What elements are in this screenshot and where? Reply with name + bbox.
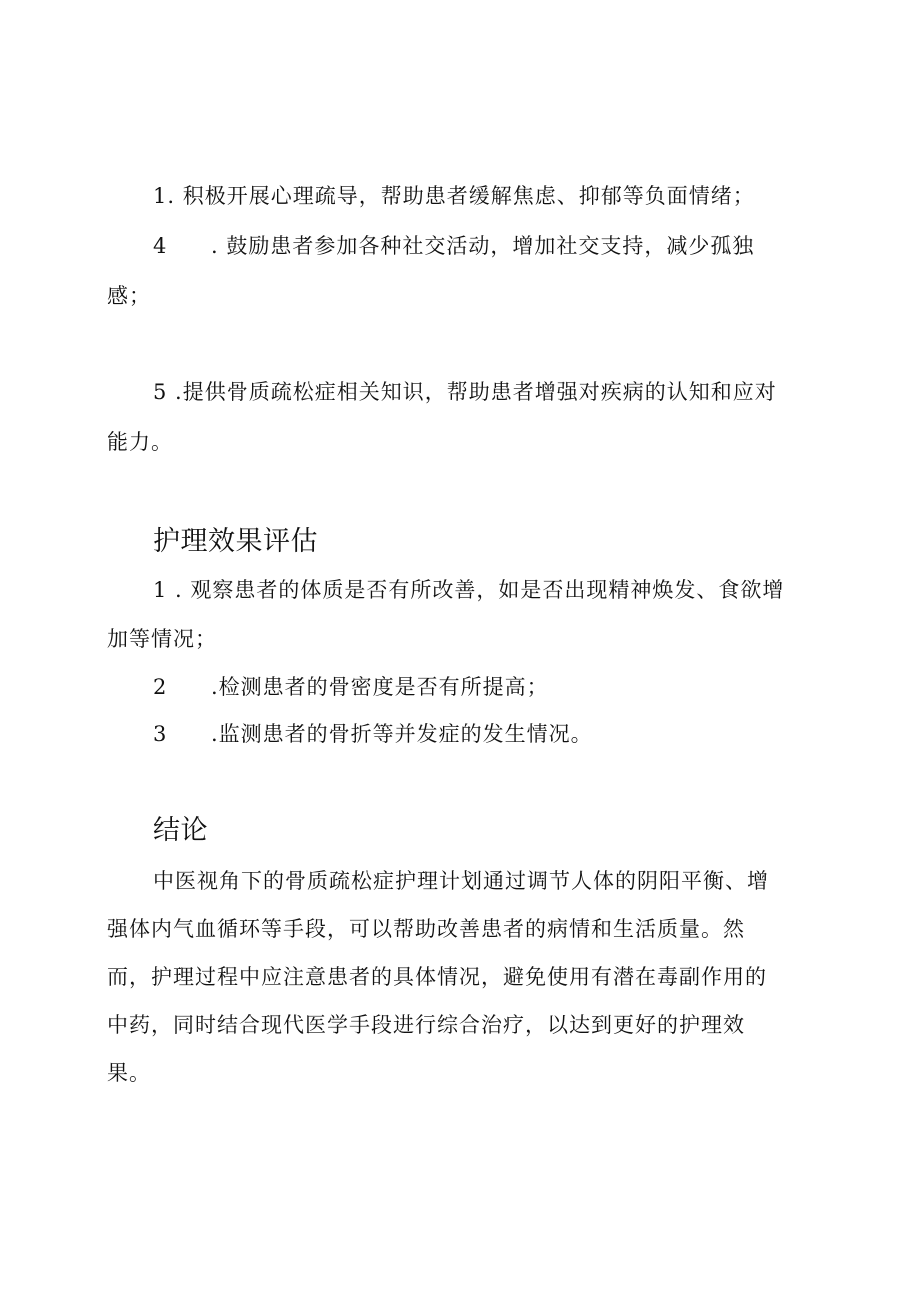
list-text: .提供骨质疏松症相关知识，帮助患者增强对疾病的认知和应对 — [167, 380, 777, 404]
list-number: 4 — [153, 234, 168, 258]
section-heading-evaluation: 护理效果评估 — [153, 526, 318, 557]
list-item-1 — [153, 181, 755, 211]
section-heading-conclusion: 结论 — [153, 815, 208, 846]
conclusion-line-4: 中药，同时结合现代医学手段进行综合治疗，以达到更好的护理效 — [107, 1013, 745, 1037]
eval-item-1-continuation: 加等情况； — [107, 627, 217, 651]
eval-item-1 — [153, 575, 784, 605]
conclusion-line-3: 而，护理过程中应注意患者的具体情况，避免使用有潜在毒副作用的 — [107, 965, 767, 989]
list-text: . 鼓励患者参加各种社交活动，增加社交支持，减少孤独 — [211, 234, 755, 258]
list-item-4-continuation: 感； — [107, 284, 151, 308]
list-number: 5 — [153, 380, 168, 404]
list-text: .监测患者的骨折等并发症的发生情况。 — [211, 722, 593, 746]
conclusion-line-2: 强体内气血循环等手段，可以帮助改善患者的病情和生活质量。然 — [107, 917, 745, 941]
list-number: 2 — [153, 675, 168, 699]
list-number: 1 — [153, 184, 168, 208]
list-number: 3 — [153, 722, 168, 746]
list-item-5-continuation: 能力。 — [107, 430, 173, 454]
list-item-5 — [153, 377, 777, 407]
list-item-4 — [153, 231, 754, 261]
list-text: .检测患者的骨密度是否有所提高； — [211, 675, 549, 699]
conclusion-line-5: 果。 — [107, 1061, 151, 1085]
list-number: 1 — [153, 578, 168, 602]
eval-item-3 — [153, 719, 593, 749]
list-text: . 积极开展心理疏导，帮助患者缓解焦虑、抑郁等负面情绪； — [167, 184, 755, 208]
conclusion-line-1: 中医视角下的骨质疏松症护理计划通过调节人体的阴阳平衡、增 — [153, 869, 769, 893]
eval-item-2 — [153, 672, 549, 702]
list-text: . 观察患者的体质是否有所改善，如是否出现精神焕发、食欲增 — [167, 578, 785, 602]
